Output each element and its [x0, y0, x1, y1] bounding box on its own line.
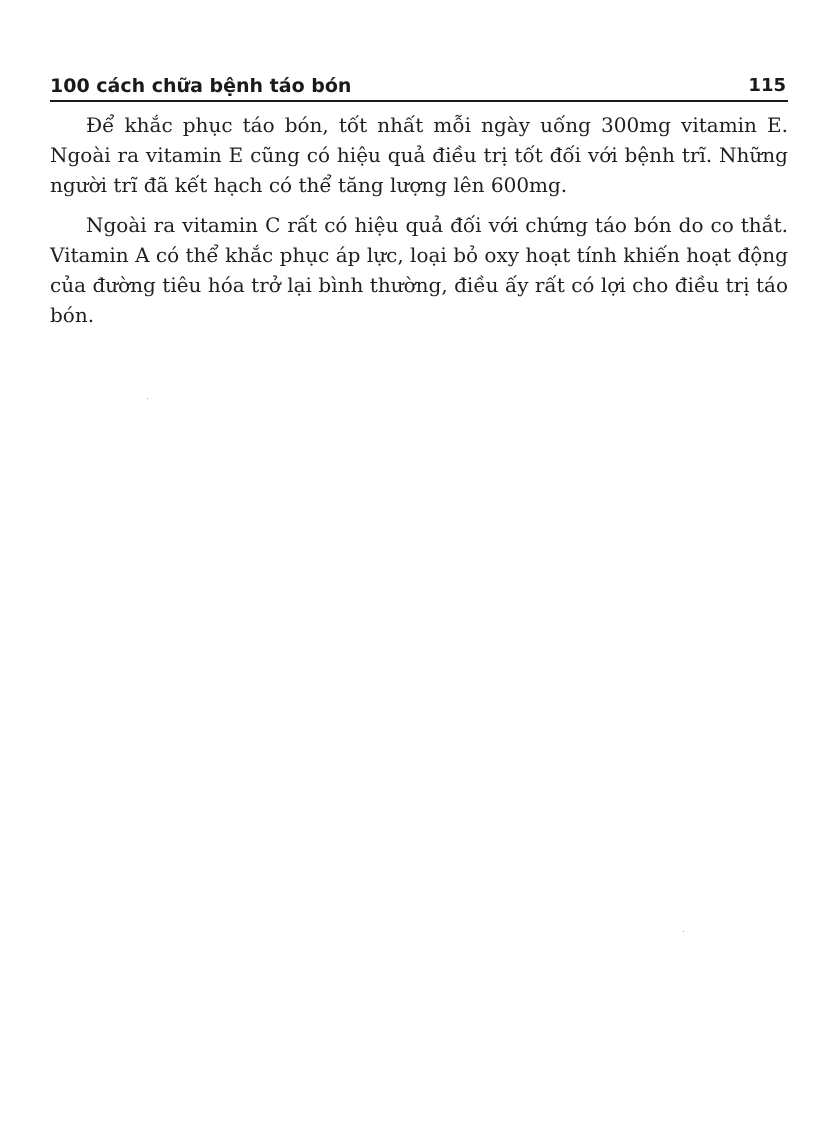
page-number: 115: [748, 75, 786, 96]
body-text: [50, 110, 788, 340]
running-header: [50, 74, 788, 102]
book-title: 100 cách chữa bệnh táo bón: [50, 75, 352, 97]
scan-speck: [147, 398, 148, 399]
paragraph: Để khắc phục táo bón, tốt nhất mỗi ngày uống 300mg vitamin E. Ngoài ra vitamin E cũng có hiệu quả điều trị tốt đối với bệnh trĩ. Những người trĩ đã kết hạch có thể tăng lượng lên 600mg.: [50, 113, 788, 197]
paragraph: Ngoài ra vitamin C rất có hiệu quả đối với chứng táo bón do co thắt. Vitamin A có thể khắc phục áp lực, loại bỏ oxy hoạt tính khiến hoạt động của đường tiêu hóa trở lại bình thường, điều ấy rất có lợi cho điều trị táo bón.: [50, 213, 788, 327]
scan-speck: [683, 931, 684, 932]
